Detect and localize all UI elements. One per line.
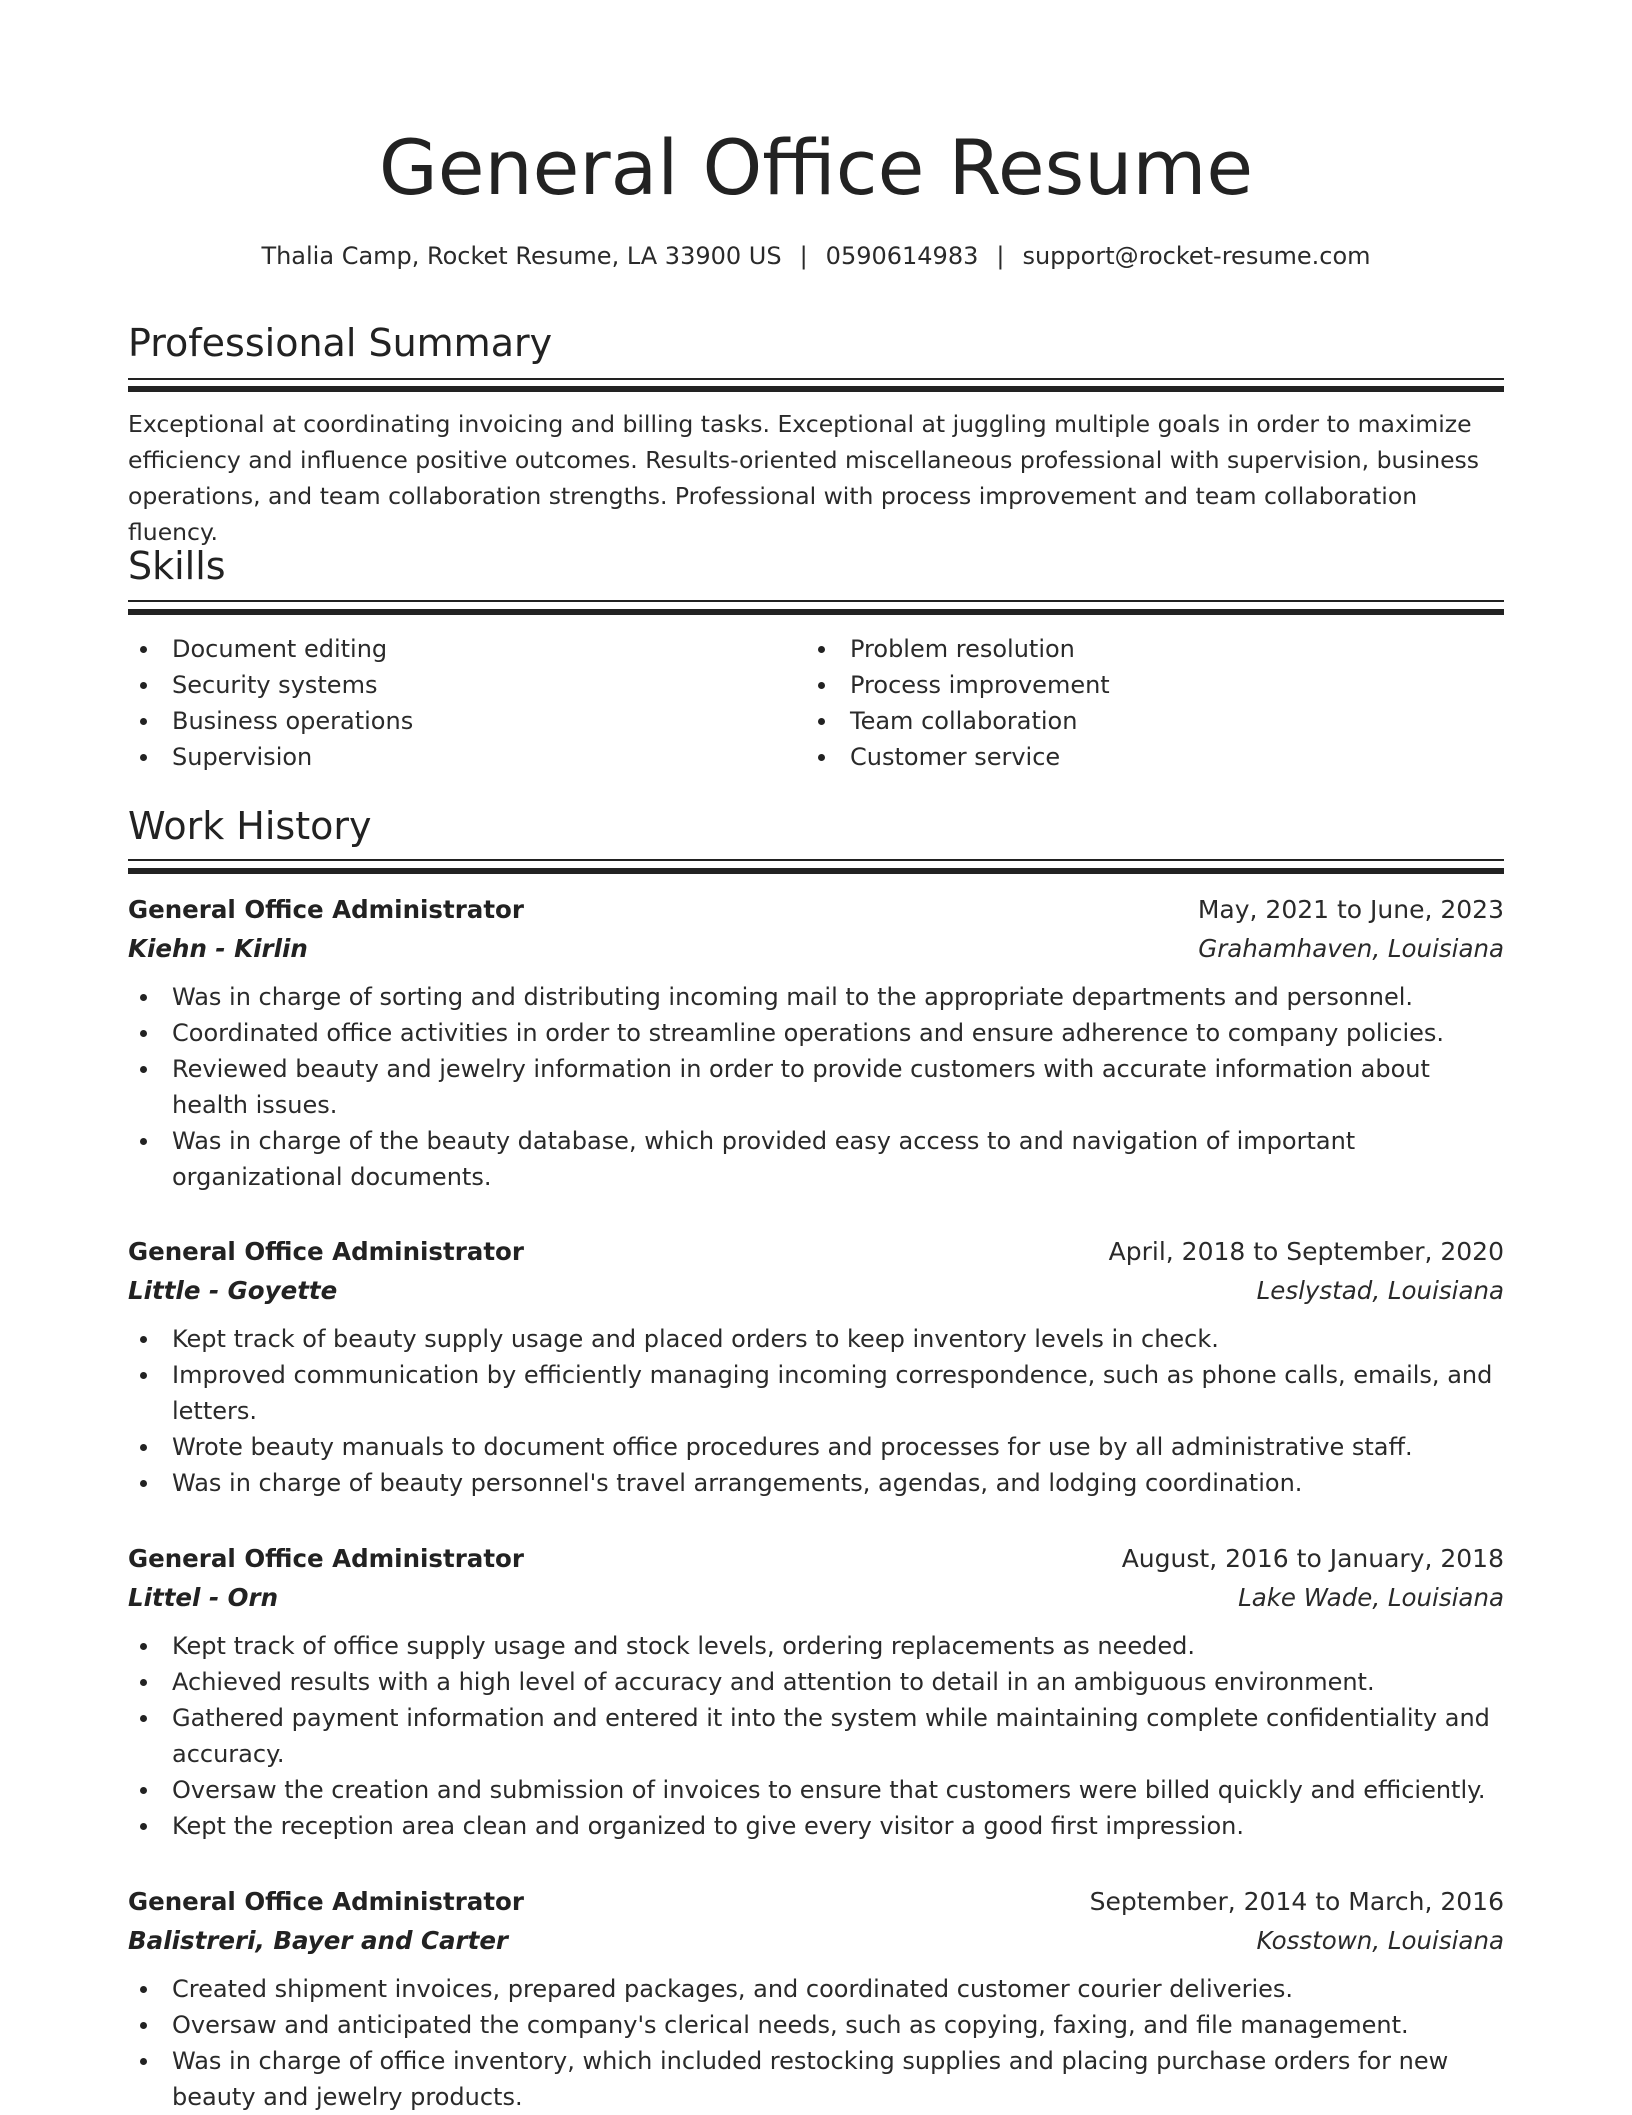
contact-line: [128, 238, 1504, 274]
job-location: Lake Wade, Louisiana: [1238, 1583, 1504, 1612]
job-bullet: Achieved results with a high level of accuracy and attention to detail in an ambiguous environment.: [128, 1664, 1504, 1700]
skill-item: Customer service: [806, 739, 1466, 775]
job-bullet: Was in charge of sorting and distributing incoming mail to the appropriate departments and personnel.: [128, 979, 1504, 1015]
contact-phone: 0590614983: [825, 242, 979, 270]
job-dates: May, 2021 to June, 2023: [1197, 895, 1504, 924]
job-bullet: Was in charge of the beauty database, which provided easy access to and navigation of important organizational documents.: [128, 1123, 1504, 1195]
skill-item: Process improvement: [806, 667, 1466, 703]
job-company: Kiehn - Kirlin: [128, 934, 308, 963]
section-divider: [128, 868, 1504, 874]
skills-column-right: [806, 631, 1466, 775]
skill-item: Business operations: [128, 703, 788, 739]
job-bullet: Wrote beauty manuals to document office procedures and processes for use by all administrative staff.: [128, 1429, 1504, 1465]
job-company: Little - Goyette: [128, 1276, 338, 1305]
section-divider: [128, 609, 1504, 615]
job-bullet: Kept track of beauty supply usage and placed orders to keep inventory levels in check.: [128, 1321, 1504, 1357]
job-bullet: Was in charge of beauty personnel's travel arrangements, agendas, and lodging coordination.: [128, 1465, 1504, 1501]
job-location: Leslystad, Louisiana: [1256, 1276, 1504, 1305]
work-history-heading: Work History: [128, 804, 372, 848]
job-location: Grahamhaven, Louisiana: [1198, 934, 1504, 963]
job-bullet: Was in charge of office inventory, which included restocking supplies and placing purchase orders for new beauty and jewelry products.: [128, 2043, 1504, 2115]
job-title: General Office Administrator: [128, 1544, 524, 1573]
job-bullets: [128, 1971, 1504, 2115]
summary-text: Exceptional at coordinating invoicing and billing tasks. Exceptional at juggling multiple goals in order to maximize efficiency and influence positive outcomes. Results-oriented miscellaneous professional with supervision, business operations, and team collaboration strengths. Professional with process improvement and team collaboration fluency.: [128, 410, 1480, 546]
job-entry: [128, 1233, 1504, 1501]
skill-item: Supervision: [128, 739, 788, 775]
job-bullet: Improved communication by efficiently managing incoming correspondence, such as phone calls, emails, and letters.: [128, 1357, 1504, 1429]
contact-separator: |: [996, 242, 1005, 270]
summary-heading: Professional Summary: [128, 321, 553, 365]
job-company: Balistreri, Bayer and Carter: [128, 1926, 509, 1955]
skill-item: Team collaboration: [806, 703, 1466, 739]
section-divider: [128, 600, 1504, 602]
job-bullets: [128, 1321, 1504, 1501]
job-bullet: Gathered payment information and entered it into the system while maintaining complete confidentiality and accuracy.: [128, 1700, 1504, 1772]
job-bullets: [128, 979, 1504, 1195]
skills-heading: Skills: [128, 544, 226, 588]
job-dates: April, 2018 to September, 2020: [1108, 1237, 1504, 1266]
job-location: Kosstown, Louisiana: [1256, 1926, 1504, 1955]
contact-email[interactable]: support@rocket-resume.com: [1022, 242, 1371, 270]
job-bullets: [128, 1628, 1504, 1844]
section-divider: [128, 378, 1504, 380]
job-dates: September, 2014 to March, 2016: [1089, 1887, 1504, 1916]
job-bullet: Kept track of office supply usage and stock levels, ordering replacements as needed.: [128, 1628, 1504, 1664]
skill-item: Document editing: [128, 631, 788, 667]
job-company: Littel - Orn: [128, 1583, 279, 1612]
resume-title: General Office Resume: [378, 123, 1254, 212]
job-entry: [128, 1540, 1504, 1844]
skills-column-left: [128, 631, 788, 775]
skill-item: Problem resolution: [806, 631, 1466, 667]
job-title: General Office Administrator: [128, 895, 524, 924]
contact-address: Thalia Camp, Rocket Resume, LA 33900 US: [261, 242, 782, 270]
job-entry: [128, 891, 1504, 1195]
contact-separator: |: [799, 242, 808, 270]
job-bullet: Kept the reception area clean and organized to give every visitor a good first impression.: [128, 1808, 1504, 1844]
skill-item: Security systems: [128, 667, 788, 703]
section-divider: [128, 859, 1504, 861]
job-bullet: Oversaw and anticipated the company's clerical needs, such as copying, faxing, and file management.: [128, 2007, 1504, 2043]
job-bullet: Coordinated office activities in order to streamline operations and ensure adherence to company policies.: [128, 1015, 1504, 1051]
job-dates: August, 2016 to January, 2018: [1121, 1544, 1504, 1573]
job-bullet: Reviewed beauty and jewelry information in order to provide customers with accurate information about health issues.: [128, 1051, 1504, 1123]
section-divider: [128, 386, 1504, 392]
job-title: General Office Administrator: [128, 1887, 524, 1916]
job-bullet: Oversaw the creation and submission of invoices to ensure that customers were billed quickly and efficiently.: [128, 1772, 1504, 1808]
job-title: General Office Administrator: [128, 1237, 524, 1266]
job-entry: [128, 1883, 1504, 2115]
job-bullet: Created shipment invoices, prepared packages, and coordinated customer courier deliveries.: [128, 1971, 1504, 2007]
